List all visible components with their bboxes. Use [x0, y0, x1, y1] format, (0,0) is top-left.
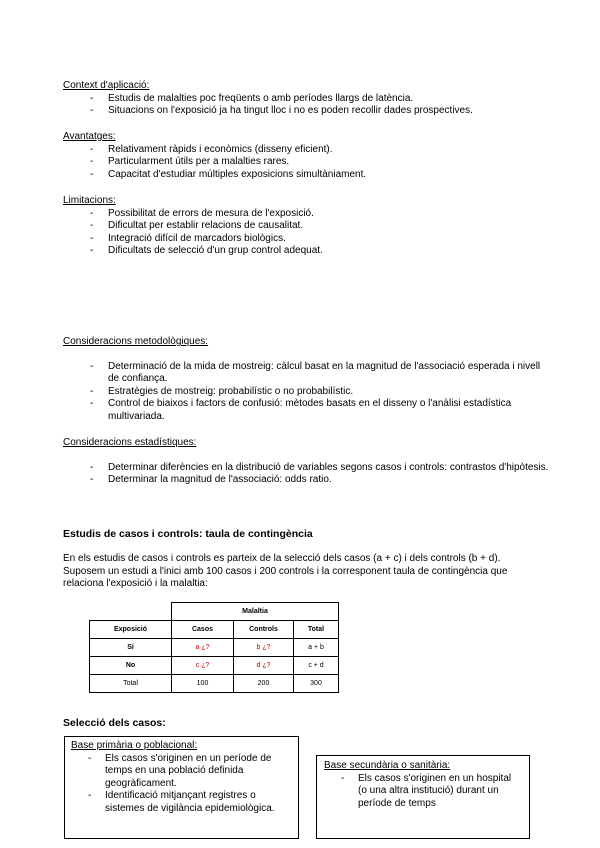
statistical-heading: Consideracions estadístiques:	[63, 437, 197, 448]
row-label: Total	[90, 675, 172, 693]
secondary-base-list	[324, 773, 522, 811]
table-cell: c ¿?	[172, 657, 234, 675]
primary-base-list	[71, 753, 292, 816]
section-statistical	[63, 437, 553, 487]
list-item: - Determinar la magnitud de l'associació: odds ratio.	[63, 474, 553, 487]
table-cell: d ¿?	[234, 657, 294, 675]
list-item: - Els casos s'originen en un hospital (o una altra institució) durant un període de temps	[324, 773, 522, 811]
table-cell: a + b	[294, 639, 339, 657]
limitations-heading: Limitacions:	[63, 195, 116, 206]
table-cell: c + d	[294, 657, 339, 675]
advantages-heading: Avantatges:	[63, 131, 116, 142]
group-header: Malaltia	[172, 603, 339, 621]
primary-base-title: Base primària o poblacional:	[71, 740, 198, 751]
contingency-title: Estudis de casos i controls: taula de contingència	[63, 528, 313, 540]
table-cell: 200	[234, 675, 294, 693]
section-advantages	[63, 131, 366, 181]
table-row	[90, 657, 339, 675]
column-header: Controls	[234, 621, 294, 639]
row-label: Sí	[90, 639, 172, 657]
context-heading: Context d'aplicació:	[63, 80, 150, 91]
column-header: Exposició	[90, 621, 172, 639]
primary-base-box	[64, 736, 299, 839]
list-item: - Capacitat d'estudiar múltiples exposicions simultàniament.	[63, 169, 366, 182]
list-item: - Determinar diferències en la distribució de variables segons casos i controls: contrastos d'hipòtesis.	[63, 462, 553, 475]
context-list	[63, 93, 473, 118]
list-item: - Relativament ràpids i econòmics (disseny eficient).	[63, 144, 366, 157]
list-item: - Situacions on l'exposició ja ha tingut lloc i no es poden recollir dades prospectives.	[63, 105, 473, 118]
column-header: Total	[294, 621, 339, 639]
row-label: No	[90, 657, 172, 675]
table-corner	[90, 603, 172, 621]
column-header: Casos	[172, 621, 234, 639]
secondary-base-box	[316, 755, 530, 839]
list-item: - Integració difícil de marcadors biològics.	[63, 233, 323, 246]
table-cell: a ¿?	[172, 639, 234, 657]
methodological-heading: Consideracions metodològiques:	[63, 336, 209, 347]
limitations-list	[63, 208, 323, 258]
list-item: - Estudis de malalties poc freqüents o amb períodes llargs de latència.	[63, 93, 473, 106]
list-item: - Possibilitat de errors de mesura de l'exposició.	[63, 208, 323, 221]
statistical-list	[63, 462, 553, 487]
contingency-paragraph: En els estudis de casos i controls es parteix de la selecció dels casos (a + c) i dels controls (b + d). Suposem un estudi a l'inici amb 100 casos i 200 controls i la corresponent taula de contingència que relaciona l'exposició i la malaltia:	[63, 553, 508, 589]
table-cell: b ¿?	[234, 639, 294, 657]
list-item: - Identificació mitjançant registres o sistemes de vigilància epidemiològica.	[71, 790, 292, 815]
table-row	[90, 639, 339, 657]
list-item: - Determinació de la mida de mostreig: càlcul basat en la magnitud de l'associació esperada i nivell de confiança.	[63, 361, 553, 386]
list-item: - Els casos s'originen en un període de temps en una població definida geogràficament.	[71, 753, 292, 791]
list-item: - Particularment útils per a malalties rares.	[63, 156, 366, 169]
section-methodological	[63, 336, 553, 423]
table-cell: 300	[294, 675, 339, 693]
table-row	[90, 675, 339, 693]
section-context	[63, 80, 473, 118]
list-item: - Dificultats de selecció d'un grup control adequat.	[63, 245, 323, 258]
methodological-list	[63, 361, 553, 424]
advantages-list	[63, 144, 366, 182]
list-item: - Dificultat per establir relacions de causalitat.	[63, 220, 323, 233]
table-cell: 100	[172, 675, 234, 693]
secondary-base-title: Base secundària o sanitària:	[324, 760, 451, 771]
list-item: - Estratègies de mostreig: probabilístic o no probabilístic.	[63, 386, 553, 399]
list-item: - Control de biaixos i factors de confusió: mètodes basats en el disseny o l'anàlisi estadística multivariada.	[63, 398, 553, 423]
section-limitations	[63, 195, 323, 258]
contingency-table	[89, 602, 339, 693]
selection-title: Selecció dels casos:	[63, 717, 166, 729]
